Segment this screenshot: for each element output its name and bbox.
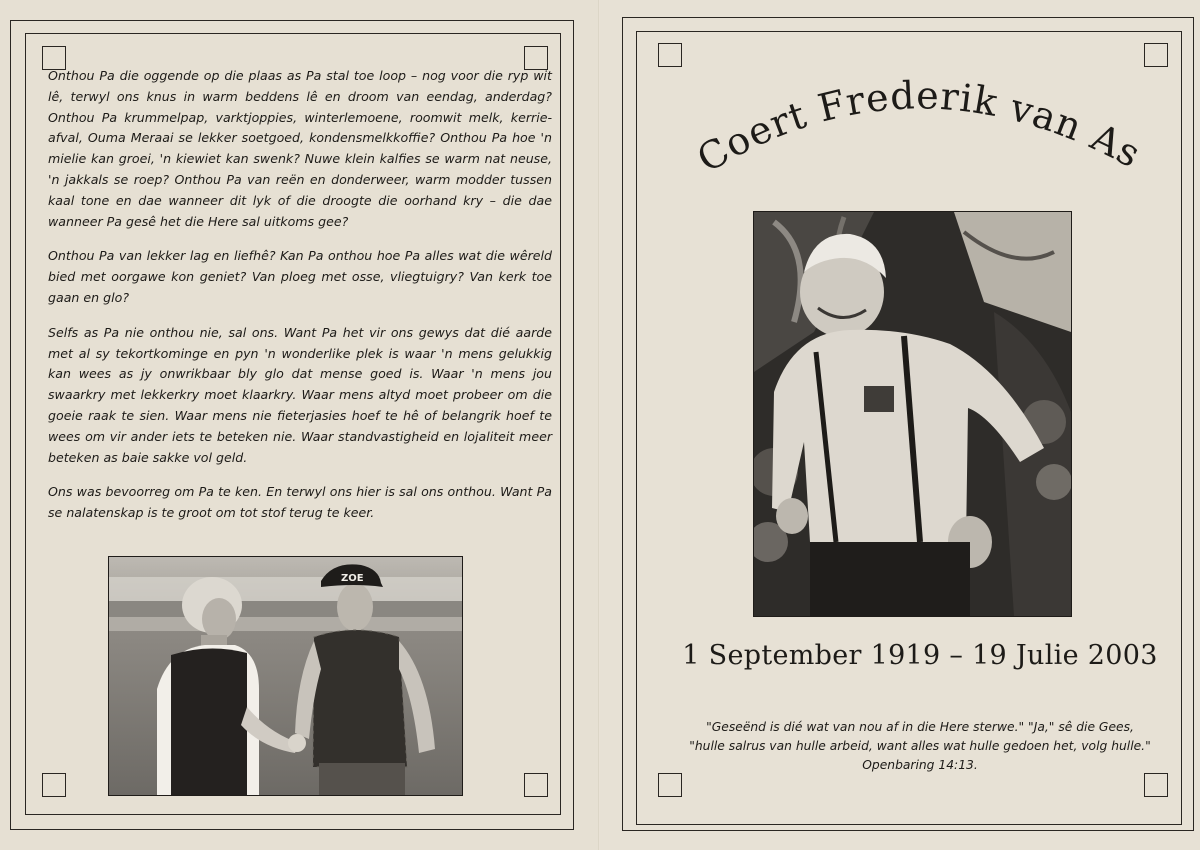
frame-corner [524,773,548,797]
frame-corner [1144,773,1168,797]
cap-text: ZOE [341,573,364,584]
scripture-verse [640,718,1200,775]
svg-text:Coert Frederik van As [690,75,1149,181]
beach-couple-photo [108,556,463,796]
paragraph-4: Ons was bevoorreg om Pa te ken. En terwyl ons hier is sal ons onthou. Want Pa se nalatenskap is te groot om tot stof terug te keer. [48,484,552,521]
frame-corner [42,773,66,797]
verse-line-1: "Geseënd is dié wat van nou af in die Here sterwe." "Ja," sê die Gees, [706,720,1134,734]
verse-line-2: "hulle salrus van hulle arbeid, want alles wat hulle gedoen het, volg hulle." [689,739,1151,753]
memorial-text [48,66,552,538]
right-page [600,0,1200,850]
life-dates: 1 September 1919 – 19 Julie 2003 [682,640,1158,671]
deceased-name-arc [660,75,1160,205]
paragraph-3: Selfs as Pa nie onthou nie, sal ons. Want Pa het vir ons gewys dat dié aarde met al sy tekortkominge en pyn 'n wonderlike plek is waar 'n mens gelukkig kan wees as jy onwrikbaar bly glo dat mense goed is. Waar 'n mens jou swaarkry met lekkerkry moet klaarkry. Waar mens altyd moet probeer om die goeie raak te sien. Waar mens nie fieterjasies hoef te hê of belangrik hoef te wees om vir ander iets te beteken nie. Waar standvastigheid en lojaliteit meer beteken as baie sakke vol geld. [48,324,552,465]
paragraph-2: Onthou Pa van lekker lag en liefhê? Kan Pa onthou hoe Pa alles wat die wêreld bied met oorgawe kon geniet? Van ploeg met osse, vliegtuigry? Van kerk toe gaan en glo? [48,248,552,305]
paragraph-1: Onthou Pa die oggende op die plaas as Pa stal toe loop – nog voor die ryp wit lê, terwyl ons knus in warm beddens lê en droom van eendag, anderdag? Onthou Pa krummelpap, varktjoppies, winterlemoene, roomwit melk, kerrie-afval, Ouma Meraai se lekker soetgoed, kondensmelkkoffie? Onthou Pa hoe 'n mielie kan groei, 'n kiewiet kan swenk? Nuwe klein kalfies se warm nat neuse, 'n jakkals se roep? Onthou Pa van reën en donderweer, warm modder tussen kaal tone en dae wanneer dit lyk of die droogte die oorhand kry – die dae wanneer Pa gesê het die Here sal uitkoms gee? [48,68,552,229]
deceased-name: Coert Frederik van As [689,75,1149,182]
frame-corner [658,773,682,797]
portrait-photo [753,211,1072,617]
frame-corner [1144,43,1168,67]
verse-reference: Openbaring 14:13. [862,758,978,772]
frame-corner [658,43,682,67]
